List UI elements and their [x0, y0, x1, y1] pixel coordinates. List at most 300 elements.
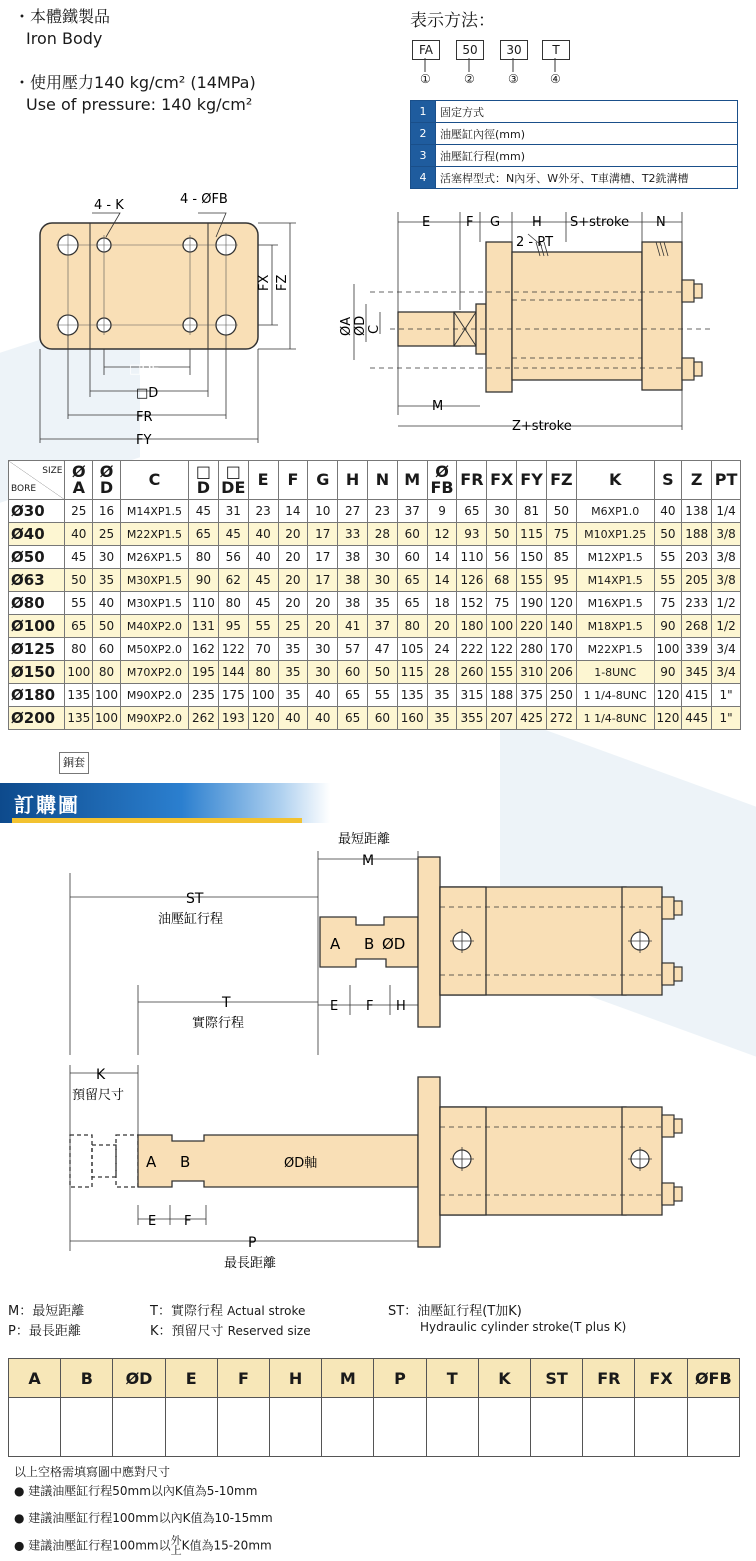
- def-st-en: Hydraulic cylinder stroke(T plus K): [420, 1320, 627, 1334]
- table-row: [9, 546, 741, 569]
- table-row: [9, 638, 741, 661]
- table-cell: 144: [218, 661, 248, 684]
- table-cell: M90XP2.0: [120, 684, 188, 707]
- col-header: F: [278, 461, 308, 500]
- bore-cell: Ø100: [9, 615, 65, 638]
- table-cell: 30: [487, 500, 517, 523]
- table-cell: 20: [278, 592, 308, 615]
- table-cell: 75: [546, 523, 576, 546]
- table-cell: 55: [368, 684, 398, 707]
- table-cell: 40: [654, 500, 682, 523]
- table-cell: 80: [218, 592, 248, 615]
- front-label-de: □DE: [129, 362, 160, 377]
- code-box: FA: [412, 40, 440, 60]
- table-cell: M70XP2.0: [120, 661, 188, 684]
- order-form-col-header: F: [217, 1359, 269, 1398]
- front-label-d: □D: [136, 386, 159, 401]
- table-cell: 27: [338, 500, 368, 523]
- table-cell: 30: [368, 546, 398, 569]
- def-p: P：最長距離: [8, 1324, 81, 1339]
- table-cell: 162: [189, 638, 219, 661]
- table-cell: 40: [308, 684, 338, 707]
- order-label-st-zh: 油壓缸行程: [158, 912, 224, 927]
- table-row: [9, 684, 741, 707]
- representation-title: 表示方法：: [410, 11, 495, 31]
- order-form-blank-cell[interactable]: [165, 1398, 217, 1457]
- table-row: [9, 523, 741, 546]
- order-banner: 訂購圖: [0, 783, 330, 823]
- order-label-k: K: [96, 1067, 106, 1083]
- order-label-min: 最短距離: [338, 832, 391, 847]
- table-cell: 65: [397, 592, 427, 615]
- table-row: [9, 661, 741, 684]
- order-form-blank-cell[interactable]: [9, 1398, 61, 1457]
- table-cell: 55: [654, 546, 682, 569]
- table-cell: 222: [457, 638, 487, 661]
- table-cell: M10XP1.25: [576, 523, 654, 546]
- table-cell: 16: [93, 500, 121, 523]
- code-number: ③: [508, 72, 519, 86]
- table-cell: 122: [218, 638, 248, 661]
- order-form-col-header: FR: [583, 1359, 635, 1398]
- order-form-col-header: E: [165, 1359, 217, 1398]
- order-form-blank-cell[interactable]: [217, 1398, 269, 1457]
- order-form-col-header: FX: [635, 1359, 687, 1398]
- order-form-blank-cell[interactable]: [635, 1398, 687, 1457]
- table-cell: 10: [308, 500, 338, 523]
- table-cell: 35: [427, 684, 457, 707]
- table-cell: 135: [397, 684, 427, 707]
- table-cell: 339: [682, 638, 712, 661]
- order-label-t: T: [222, 995, 231, 1011]
- table-cell: 203: [682, 546, 712, 569]
- table-cell: 35: [278, 684, 308, 707]
- side-label-c: C: [367, 324, 382, 334]
- side-label-e: E: [422, 215, 431, 230]
- table-cell: 1/4: [712, 500, 741, 523]
- table-cell: 100: [654, 638, 682, 661]
- side-label-d: ØD: [353, 315, 368, 336]
- col-header: Ø D: [93, 461, 121, 500]
- table-cell: 150: [517, 546, 547, 569]
- table-cell: 1": [712, 707, 741, 730]
- order-label-e2: E: [148, 1214, 157, 1229]
- table-cell: 135: [65, 684, 93, 707]
- col-header: □ D: [189, 461, 219, 500]
- order-label-k-zh: 預留尺寸: [72, 1088, 125, 1103]
- order-label-p: P: [248, 1235, 257, 1251]
- def-m: M：最短距離: [8, 1304, 85, 1319]
- table-cell: 65: [65, 615, 93, 638]
- side-label-h: H: [532, 215, 542, 230]
- table-cell: 35: [427, 707, 457, 730]
- table-cell: M22XP1.5: [576, 638, 654, 661]
- table-cell: 65: [338, 684, 368, 707]
- table-cell: 268: [682, 615, 712, 638]
- table-row: [9, 592, 741, 615]
- order-form-col-header: ØFB: [687, 1359, 739, 1398]
- front-view-drawing: [20, 185, 310, 450]
- table-cell: 20: [278, 523, 308, 546]
- intro-material: ・本體鐵製品 Iron Body: [14, 7, 111, 48]
- table-cell: 33: [338, 523, 368, 546]
- table-cell: 25: [93, 523, 121, 546]
- bore-cell: Ø50: [9, 546, 65, 569]
- table-cell: 170: [546, 638, 576, 661]
- table-cell: 3/8: [712, 546, 741, 569]
- table-cell: M40XP2.0: [120, 615, 188, 638]
- table-cell: 188: [487, 684, 517, 707]
- col-header: PT: [712, 461, 741, 500]
- table-cell: 30: [93, 546, 121, 569]
- def-st: ST：油壓缸行程(T加K): [388, 1304, 522, 1319]
- side-label-m: M: [432, 399, 444, 414]
- table-cell: 445: [682, 707, 712, 730]
- table-cell: 155: [517, 569, 547, 592]
- bore-cell: Ø125: [9, 638, 65, 661]
- col-header: G: [308, 461, 338, 500]
- table-cell: 100: [93, 707, 121, 730]
- table-cell: 45: [218, 523, 248, 546]
- table-cell: 120: [654, 707, 682, 730]
- note-item: ● 建議油壓缸行程100mm以內K值為10-15mm: [14, 1511, 273, 1525]
- table-cell: 272: [546, 707, 576, 730]
- order-label-t-zh: 實際行程: [192, 1016, 245, 1031]
- side-label-f: F: [466, 215, 474, 230]
- order-form-blank-cell[interactable]: [531, 1398, 583, 1457]
- table-cell: 65: [189, 523, 219, 546]
- table-cell: 135: [65, 707, 93, 730]
- order-form-blank-cell[interactable]: [61, 1398, 113, 1457]
- table-cell: 65: [397, 569, 427, 592]
- side-label-g: G: [490, 215, 501, 230]
- front-label-fy: FY: [136, 433, 152, 448]
- table-cell: 68: [487, 569, 517, 592]
- table-cell: 50: [546, 500, 576, 523]
- table-cell: 18: [427, 592, 457, 615]
- table-cell: 50: [93, 615, 121, 638]
- table-cell: 45: [189, 500, 219, 523]
- table-cell: 100: [93, 684, 121, 707]
- table-cell: 310: [517, 661, 547, 684]
- order-form-blank-cell[interactable]: [322, 1398, 374, 1457]
- order-form-col-header: A: [9, 1359, 61, 1398]
- table-cell: 40: [65, 523, 93, 546]
- table-cell: 3/4: [712, 661, 741, 684]
- table-cell: 40: [93, 592, 121, 615]
- table-cell: 100: [248, 684, 278, 707]
- order-form-table: [8, 1358, 740, 1457]
- order-label-e: E: [330, 999, 339, 1014]
- code-box: T: [542, 40, 570, 60]
- bore-cell: Ø63: [9, 569, 65, 592]
- table-cell: 30: [368, 569, 398, 592]
- table-cell: M14XP1.5: [576, 569, 654, 592]
- table-cell: 1 1/4-8UNC: [576, 707, 654, 730]
- def-t: T：實際行程 Actual stroke: [150, 1304, 306, 1319]
- order-label-a: A: [330, 935, 341, 953]
- table-cell: 65: [338, 707, 368, 730]
- table-cell: M14XP1.5: [120, 500, 188, 523]
- order-label-h: H: [396, 999, 406, 1014]
- table-cell: 1": [712, 684, 741, 707]
- table-cell: M30XP1.5: [120, 569, 188, 592]
- table-cell: 415: [682, 684, 712, 707]
- order-form-col-header: P: [374, 1359, 426, 1398]
- table-cell: 90: [189, 569, 219, 592]
- table-cell: 9: [427, 500, 457, 523]
- table-cell: 30: [308, 638, 338, 661]
- table-cell: 207: [487, 707, 517, 730]
- order-form-blank-cell[interactable]: [374, 1398, 426, 1457]
- front-label-fx: FX: [257, 274, 272, 291]
- table-cell: 95: [218, 615, 248, 638]
- table-cell: 160: [397, 707, 427, 730]
- order-form-header: [9, 1359, 740, 1398]
- table-cell: 1/2: [712, 615, 741, 638]
- intro-pressure: ・使用壓力140 kg/cm² (14MPa) Use of pressure: 140 kg/cm²: [14, 73, 256, 114]
- table-cell: 175: [218, 684, 248, 707]
- order-label-f2: F: [184, 1214, 192, 1229]
- table-cell: 122: [487, 638, 517, 661]
- table-cell: 55: [248, 615, 278, 638]
- table-cell: 14: [278, 500, 308, 523]
- side-label-n: N: [656, 215, 666, 230]
- order-form-blank-cell[interactable]: [478, 1398, 530, 1457]
- order-form-blank-cell[interactable]: [113, 1398, 165, 1457]
- table-cell: 60: [368, 707, 398, 730]
- bore-cell: Ø30: [9, 500, 65, 523]
- table-cell: 80: [65, 638, 93, 661]
- table-cell: M16XP1.5: [576, 592, 654, 615]
- table-cell: 25: [65, 500, 93, 523]
- col-header: □ DE: [218, 461, 248, 500]
- table-cell: 45: [248, 569, 278, 592]
- table-cell: 37: [397, 500, 427, 523]
- table-cell: 262: [189, 707, 219, 730]
- table-cell: 14: [427, 569, 457, 592]
- table-cell: 17: [308, 523, 338, 546]
- table-cell: 126: [457, 569, 487, 592]
- table-cell: 65: [457, 500, 487, 523]
- table-cell: 1 1/4-8UNC: [576, 684, 654, 707]
- table-cell: 37: [368, 615, 398, 638]
- table-cell: 31: [218, 500, 248, 523]
- table-cell: 205: [682, 569, 712, 592]
- note-item: ● 建議油壓缸行程50mm以內K值為5-10mm: [14, 1484, 258, 1498]
- order-lower-drawing: [0, 1055, 756, 1280]
- col-header: Ø A: [65, 461, 93, 500]
- table-cell: 120: [654, 684, 682, 707]
- order-label-st: ST: [186, 891, 204, 907]
- table-cell: 93: [457, 523, 487, 546]
- table-cell: 206: [546, 661, 576, 684]
- table-corner: SIZE BORE: [9, 461, 65, 500]
- representation-legend: 1 固定方式 2 油壓缸內徑(mm) 3 油壓缸行程(mm) 4 活塞桿型式：N內牙、W外牙、T車溝槽、T2銑溝槽: [410, 100, 738, 189]
- code-connectors: [410, 58, 580, 74]
- table-cell: 55: [654, 569, 682, 592]
- table-cell: 80: [397, 615, 427, 638]
- table-cell: 50: [368, 661, 398, 684]
- col-header: H: [338, 461, 368, 500]
- table-cell: 50: [487, 523, 517, 546]
- front-label-k: 4 - K: [94, 198, 124, 213]
- table-cell: M6XP1.0: [576, 500, 654, 523]
- table-cell: 40: [278, 707, 308, 730]
- side-label-s: S+stroke: [570, 215, 630, 230]
- table-cell: 155: [487, 661, 517, 684]
- table-cell: 56: [218, 546, 248, 569]
- order-label-b: B: [364, 935, 375, 953]
- table-cell: 345: [682, 661, 712, 684]
- order-form-blank-cell[interactable]: [687, 1398, 739, 1457]
- table-cell: 56: [487, 546, 517, 569]
- table-cell: 60: [93, 638, 121, 661]
- table-cell: 81: [517, 500, 547, 523]
- table-cell: 120: [248, 707, 278, 730]
- table-cell: 100: [65, 661, 93, 684]
- table-cell: 23: [248, 500, 278, 523]
- order-form-blank-cell[interactable]: [426, 1398, 478, 1457]
- table-cell: 95: [546, 569, 576, 592]
- table-cell: 40: [308, 707, 338, 730]
- table-cell: 193: [218, 707, 248, 730]
- col-header: FY: [517, 461, 547, 500]
- code-number: ②: [464, 72, 475, 86]
- table-cell: 110: [189, 592, 219, 615]
- table-cell: 3/8: [712, 569, 741, 592]
- note-item: ● 建議油壓缸行程100mm以 外 上 K值為15-20mm: [14, 1534, 272, 1557]
- table-cell: 17: [308, 546, 338, 569]
- table-cell: M50XP2.0: [120, 638, 188, 661]
- table-cell: 60: [338, 661, 368, 684]
- table-cell: 50: [654, 523, 682, 546]
- order-label-shaft: ØD軸: [284, 1156, 318, 1171]
- table-cell: 110: [457, 546, 487, 569]
- table-cell: 30: [308, 661, 338, 684]
- table-cell: M12XP1.5: [576, 546, 654, 569]
- table-cell: 105: [397, 638, 427, 661]
- order-upper-drawing: [0, 825, 756, 1055]
- table-header-row: [9, 461, 741, 500]
- table-cell: 220: [517, 615, 547, 638]
- table-cell: 38: [338, 569, 368, 592]
- table-cell: 70: [248, 638, 278, 661]
- order-form-col-header: T: [426, 1359, 478, 1398]
- table-cell: 55: [65, 592, 93, 615]
- order-label-b2: B: [180, 1153, 191, 1171]
- table-cell: 140: [546, 615, 576, 638]
- table-cell: 85: [546, 546, 576, 569]
- table-cell: 45: [248, 592, 278, 615]
- table-cell: 315: [457, 684, 487, 707]
- table-cell: 180: [457, 615, 487, 638]
- table-cell: 38: [338, 546, 368, 569]
- col-header: N: [368, 461, 398, 500]
- table-cell: 100: [487, 615, 517, 638]
- bore-cell: Ø40: [9, 523, 65, 546]
- col-header: C: [120, 461, 188, 500]
- table-cell: 17: [308, 569, 338, 592]
- order-form-col-header: B: [61, 1359, 113, 1398]
- note-intro: 以上空格需填寫圖中應對尺寸: [14, 1465, 171, 1479]
- order-form-blank-cell[interactable]: [270, 1398, 322, 1457]
- table-cell: 188: [682, 523, 712, 546]
- order-form-col-header: K: [478, 1359, 530, 1398]
- table-cell: 375: [517, 684, 547, 707]
- table-cell: 35: [93, 569, 121, 592]
- col-header: FZ: [546, 461, 576, 500]
- table-cell: 75: [654, 592, 682, 615]
- table-cell: 14: [427, 546, 457, 569]
- table-cell: M26XP1.5: [120, 546, 188, 569]
- table-cell: 60: [397, 523, 427, 546]
- side-label-a: ØA: [339, 316, 354, 336]
- table-cell: 260: [457, 661, 487, 684]
- table-cell: 138: [682, 500, 712, 523]
- order-label-max: 最長距離: [224, 1256, 277, 1271]
- table-cell: 250: [546, 684, 576, 707]
- table-row: [9, 707, 741, 730]
- table-cell: 28: [427, 661, 457, 684]
- table-cell: 75: [487, 592, 517, 615]
- table-row: [9, 615, 741, 638]
- table-cell: 24: [427, 638, 457, 661]
- table-cell: 60: [397, 546, 427, 569]
- col-header: FX: [487, 461, 517, 500]
- table-cell: 40: [248, 523, 278, 546]
- table-cell: 235: [189, 684, 219, 707]
- order-form-col-header: ST: [531, 1359, 583, 1398]
- table-cell: 80: [93, 661, 121, 684]
- col-header: E: [248, 461, 278, 500]
- table-cell: 35: [368, 592, 398, 615]
- order-label-f: F: [366, 999, 374, 1014]
- order-form-col-header: M: [322, 1359, 374, 1398]
- table-cell: 35: [278, 638, 308, 661]
- def-k: K：預留尺寸 Reserved size: [150, 1324, 311, 1339]
- table-cell: 152: [457, 592, 487, 615]
- table-cell: 80: [189, 546, 219, 569]
- order-form-inputs: [9, 1398, 740, 1457]
- table-cell: 50: [65, 569, 93, 592]
- col-header: M: [397, 461, 427, 500]
- order-label-a2: A: [146, 1153, 157, 1171]
- table-cell: M18XP1.5: [576, 615, 654, 638]
- table-cell: 1/2: [712, 592, 741, 615]
- table-cell: 35: [278, 661, 308, 684]
- bore-cell: Ø150: [9, 661, 65, 684]
- banner-accent: [12, 818, 302, 823]
- col-header: K: [576, 461, 654, 500]
- table-cell: 280: [517, 638, 547, 661]
- code-number: ①: [420, 72, 431, 86]
- table-cell: 3/8: [712, 523, 741, 546]
- table-cell: 23: [368, 500, 398, 523]
- bore-cell: Ø200: [9, 707, 65, 730]
- table-cell: 355: [457, 707, 487, 730]
- table-cell: M22XP1.5: [120, 523, 188, 546]
- side-label-pt: 2 - PT: [516, 235, 554, 250]
- order-form-col-header: ØD: [113, 1359, 165, 1398]
- front-label-fz: FZ: [275, 274, 290, 291]
- table-footnote: 銅套: [59, 752, 89, 774]
- table-body: [9, 500, 741, 730]
- table-cell: 25: [278, 615, 308, 638]
- order-form-blank-cell[interactable]: [583, 1398, 635, 1457]
- col-header: Ø FB: [427, 461, 457, 500]
- table-row: [9, 500, 741, 523]
